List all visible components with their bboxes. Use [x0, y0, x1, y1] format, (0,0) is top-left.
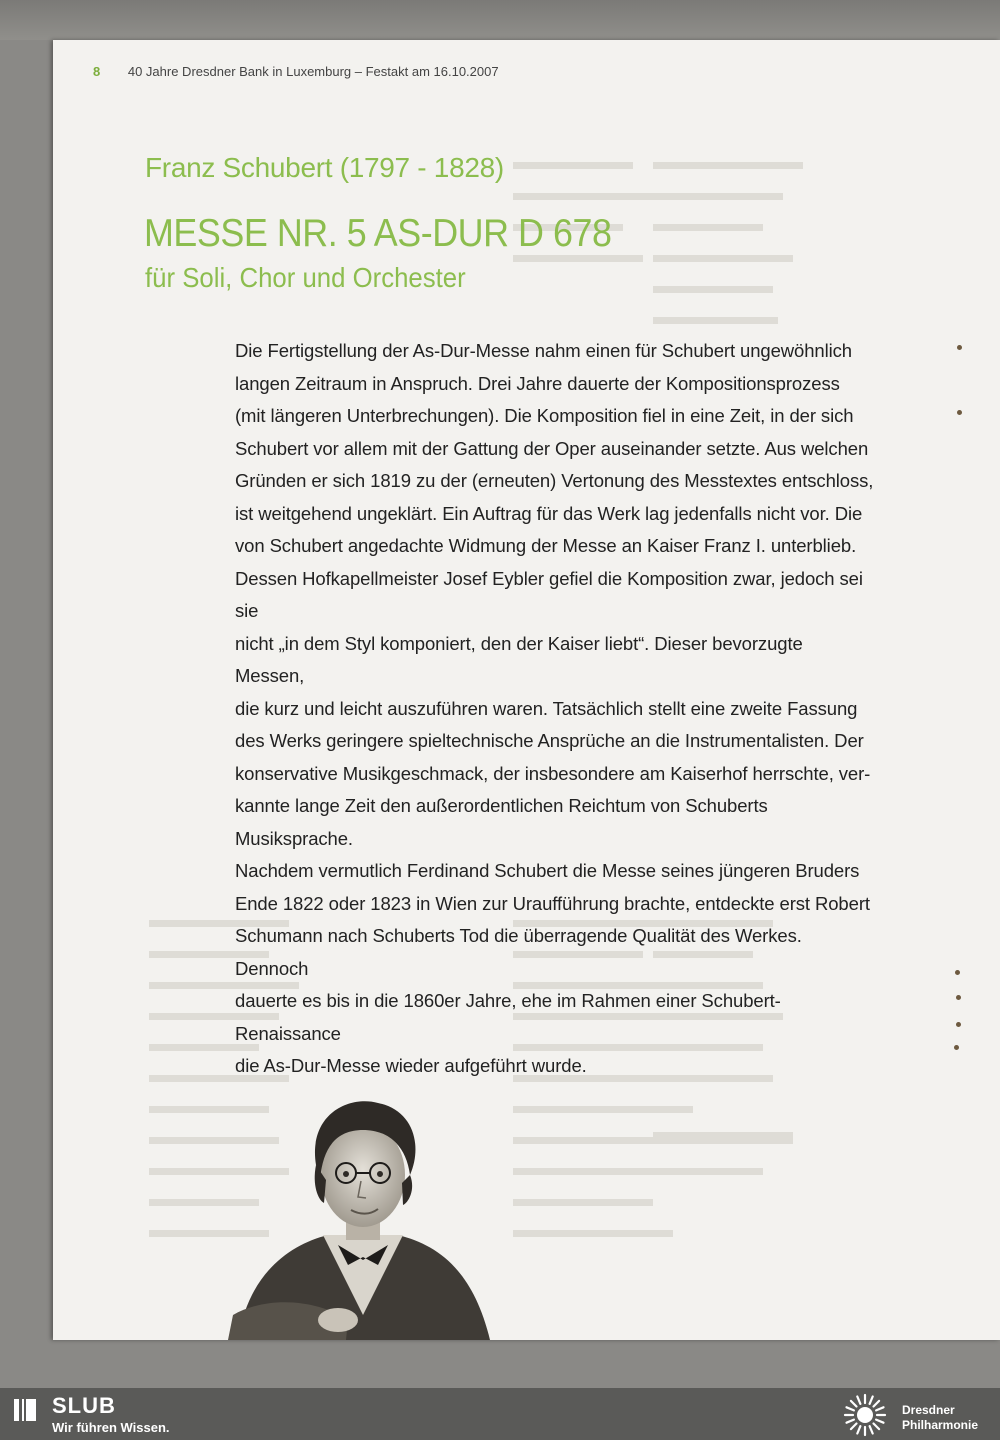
library-tagline: Wir führen Wissen.: [52, 1420, 170, 1435]
library-name: SLUB: [52, 1393, 116, 1418]
scan-artifact: [956, 1022, 961, 1027]
scan-artifact: [957, 410, 962, 415]
scan-background: [0, 0, 1000, 40]
slub-book-icon: [12, 1396, 38, 1424]
scan-artifact: [954, 1045, 959, 1050]
scan-artifact: [956, 995, 961, 1000]
composer-heading: Franz Schubert (1797 - 1828): [145, 152, 504, 183]
footer-bar: [0, 1388, 1000, 1440]
document-page: [53, 40, 1000, 1340]
running-title: 40 Jahre Dresdner Bank in Luxemburg – Festakt am 16.10.2007: [127, 64, 499, 79]
body-paragraph: Die Fertigstellung der As-Dur-Messe nahm einen für Schubert ungewöhnlich langen Zeitraum in Anspruch. Drei Jahre dauerte der Kompositionsprozess (mit längeren Unterbrechungen). Die Komposition fiel in eine Zeit, in der sich Schubert vor allem mit der Gattung der Oper auseinander setzte. Aus welchen Gründen er sich 1819 zu der (erneuten) Vertonung des Messtextes entschloss, ist weitgehend ungeklärt. Ein Auftrag für das Werk lag jedenfalls nicht vor. Die von Schubert angedachte Widmung der Messe an Kaiser Franz I. unterblieb. Dessen Hofkapellmeister Josef Eybler gefiel die Komposition zwar, jedoch sei sie nicht „in dem Styl komponiert, den der Kaiser liebt“. Dieser bevorzugte Messen, die kurz und leicht auszuführen waren. Tatsächlich stellt eine zweite Fassung des Werks geringere spieltechnische Ansprüche an die Instrumentalisten. Der konservative Musikgeschmack, der insbesondere am Kaiserhof herrschte, ver- kannte lange Zeit den außerordentlichen Reichtum von Schuberts Musiksprache. Nachdem vermutlich Ferdinand Schubert die Messe seines jüngeren Bruders Ende 1822 oder 1823 in Wien zur Uraufführung brachte, entdeckte erst Robert Schumann nach Schuberts Tod die überragende Qualität des Werkes. Dennoch dauerte es bis in die 1860er Jahre, ehe im Rahmen einer Schubert-Renaissance die As-Dur-Messe wieder aufgeführt wurde.: [235, 340, 874, 1076]
running-header: [93, 64, 499, 79]
philharmonie-sunburst-logo: [842, 1392, 888, 1438]
work-title: MESSE NR. 5 AS-DUR D 678: [144, 212, 612, 255]
work-subtitle: für Soli, Chor und Orchester: [145, 262, 466, 293]
partner-name-line2: Philharmonie: [902, 1418, 979, 1432]
partner-name-line1: Dresdner: [902, 1403, 955, 1417]
schubert-portrait-illustration: [228, 1085, 498, 1340]
scan-artifact: [957, 345, 962, 350]
page-number: 8: [93, 64, 101, 79]
scan-artifact: [955, 970, 960, 975]
